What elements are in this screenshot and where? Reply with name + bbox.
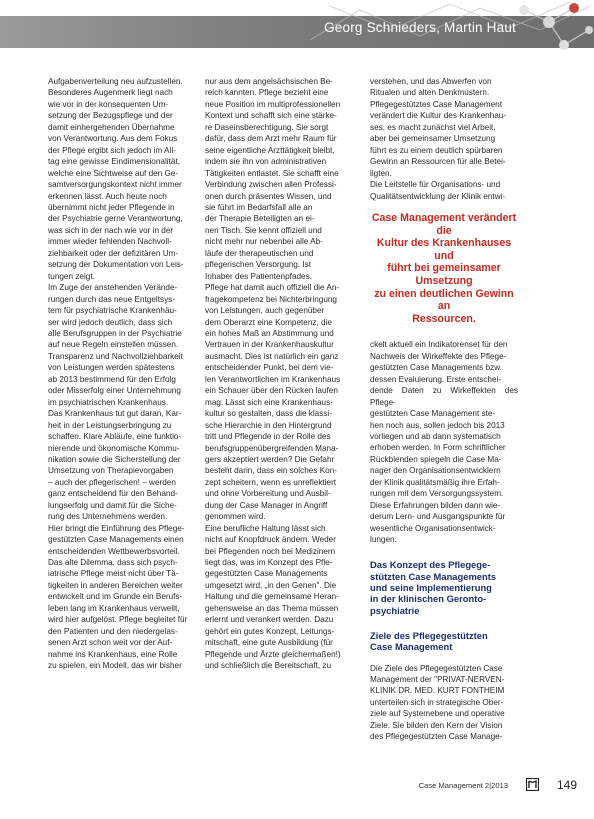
header-authors: Georg Schnieders, Martin Haut [324, 20, 516, 35]
paragraph: Im Zuge der anstehenden Verände- rungen durch das neue Entgeltsys- tem für psychiatrische Krankenhäu- ser wird jedoch deutlich, dass sich alle Berufsgruppen in der Psychiatrie auf neue Regeln einstellen müssen. Transparenz und Nachvollziehbarkeit von Leistungen werden spätestens ab 2013 bestimmend für den Erfolg oder Misserfolg einer Unternehmung im psychiatrischen Krankenhaus. Das Krankenhaus tut gut daran, Kar- heit in der Leistungserbringung zu schaffen. Klare Abläufe, eine funktio- nierende und ökonomische Kommu- nikation sowie die Sicherstellung der Umsetzung von Therapievorgaben – auch der pflegerischen! – werden ganz entscheidend für den Behand- lungserfolg und damit für die Siche- rung des Unternehmens werden. Hier bringt die Einführung des Pflege- gestützten Case Managements einen entscheidenden Wettbewerbsvorteil. [48, 283, 185, 556]
paragraph: ckelt aktuell ein Indikatorenset für den Nachweis der Wirkeffekte des Pflege- gestützten Case Managements bzw. dessen Evaluierung. Erste entschei- dende Daten zu Wirkeffekten des Pflege- gestützten Case Management ste- hen noch aus, sollen jedoch bis 2013 vorliegen und ab dann systematisch erhoben werden. In Form schriftlicher Rückblenden spiegeln die Case Ma- nager den Organisationsentwicklern der Klinik qualitätsmäßig ihre Erfah- rungen mit dem Versorgungssystem. Diese Erfahrungen bilden dann wie- derum Lern- und Ausgangspunkte für wesentliche Organisationsentwick- lungen. [370, 340, 518, 545]
journal-name: Case Management 2|2013 [418, 781, 508, 790]
paragraph: Aufgabenverteilung neu aufzustellen. Besonderes Augenmerk liegt nach wie vor in der konsequenten Um- setzung der Bezugspflege und der damit einhergehenden Übernahme von Verantwortung. Aus dem Fokus der Pflege ergibt sich jedoch im All- tag eine gewisse Eindimensionalität, welche eine Sichtweise auf den Ge- samtversorgungskontext nicht immer erkennen lässt. Auch heute noch übernimmt nicht jeder Pflegende in der Psychiatrie gerne Verantwortung, was sich in der nach wie vor in der immer wieder fehlenden Nachvoll- ziehbarkeit oder der defizitären Um- setzung der Dokumentation von Leis- tungen zeigt. [48, 77, 184, 281]
pull-quote: Case Management verändert die Kultur des Krankenhauses und führt bei gemeinsamer Umsetzung zu einen deutlichen Gewinn an Ressourcen. [371, 211, 517, 325]
text-column-2 [205, 76, 351, 672]
section-heading: Das Konzept des Pflegege- stützten Case Managements und seine Implementierung in der klinischen Geronto- psychiatrie [370, 559, 497, 616]
paragraph: Pflege hat damit auch offiziell die An- fragekompetenz bei Nichterbringung von Leistungen, auch gegenüber dem Oberarzt eine Kompetenz, die ein hohes Maß an Abstimmung und Vertrauen in der Krankenhauskultur ausmacht. Dies ist natürlich ein ganz entscheidender Punkt, bei dem vie- len Verantwortlichen im Krankenhaus ein Schauer über den Rücken laufen mag. Lässt sich eine Krankenhaus- kultur so gestalten, dass die klassi- sche Hierarchie in den Hintergrund tritt und Pflegende in der Rolle des berufsgruppenübergreifenden Mana- gers akzeptiert werden? Die Gefahr besteht darin, dass ein solches Kon- zept scheitern, wenn es unreflektiert und ohne Vorbereitung und Ausbil- dung der Case Manager in Angriff genommen wird. [205, 283, 341, 522]
text-column-1 [48, 76, 194, 672]
paragraph: verstehen, und das Abwerfen von Ritualen und alten Denkmustern. Pflegegestütztes Case Management verändert die Kultur des Krankenhau- ses, es macht zunächst viel Arbeit, aber bei gemeinsamer Umsetzung führt es zu einem deutlich spürbaren Gewinn an Ressourcen für alle Betei- ligten. Die Leitstelle für Organisations- und Qualitätsentwicklung der Klinik entwi- [370, 77, 507, 201]
molecule-decoration-icon [504, 0, 594, 60]
open-book-icon [526, 778, 539, 791]
page-number: 149 [556, 778, 577, 792]
paragraph: Die Ziele des Pflegegestützten Case Management der "PRIVAT-NERVEN- KLINIK DR. MED. KURT FONTHEIM unterteilen sich in strategische Ober- ziele auf Systemebene und operative Ziele. Sie bilden den Kern der Vision des Pflegegestützten Case Manage- [370, 663, 505, 742]
section-heading: Ziele des Pflegegestützten Case Management [370, 629, 488, 653]
text-column-3 [370, 76, 518, 743]
paragraph: Das alte Dilemma, dass sich psych- iatrische Pflege meist nicht über Tä- tigkeiten in anderen Bereichen weiter entwickelt und im Grunde ein Berufs- leben lang im Krankenhaus verweilt, wird hier aufgelöst. Pflege begleitet für den Patienten und den niedergelas- senen Arzt schon weit vor der Auf- nahme ins Krankenhaus, eine Rolle zu spielen, ein Modell, das wir bisher [48, 558, 188, 671]
paragraph: nur aus dem angelsächsischen Be- reich kannten. Pflege bezieht eine neue Position im multiprofessionellen Kontext und schafft sich eine stärke- re Daseinsberechtigung. Sie sorgt dafür, dass dem Arzt mehr Raum für seine eigentliche Arzttätigkeit bleibt, indem sie ihn von administrativen Tätigkeiten entlastet. Sie schafft eine Verbindung zwischen allen Professi- onen durch präsentes Wissen, und sie führt im Bedarfsfall alle an der Therapie Beteiligten an ei- nen Tisch. Sie kennt offiziell und nicht mehr nur nebenbei alle Ab- läufe der therapeutischen und pflegerischen Versorgung. Ist Inhaber des Patientenpfades. [205, 77, 341, 281]
paragraph: Eine berufliche Haltung lässt sich nicht auf Knopfdruck ändern. Weder bei Pflegenden noch bei Medizinern liegt das, was im Konzept des Pfle- gegestützten Case Managements umgesetzt wird, „in den Genen". Die Haltung und die gemeinsame Heran- gehensweise an das Thema müssen erlernt und verankert werden. Dazu gehört ein gutes Konzept, Leitungs- mitschaft, eine gute Ausbildung (für Pflegende und Ärzte gleichermaßen!) und schließlich die Bereitschaft, zu [205, 523, 341, 671]
